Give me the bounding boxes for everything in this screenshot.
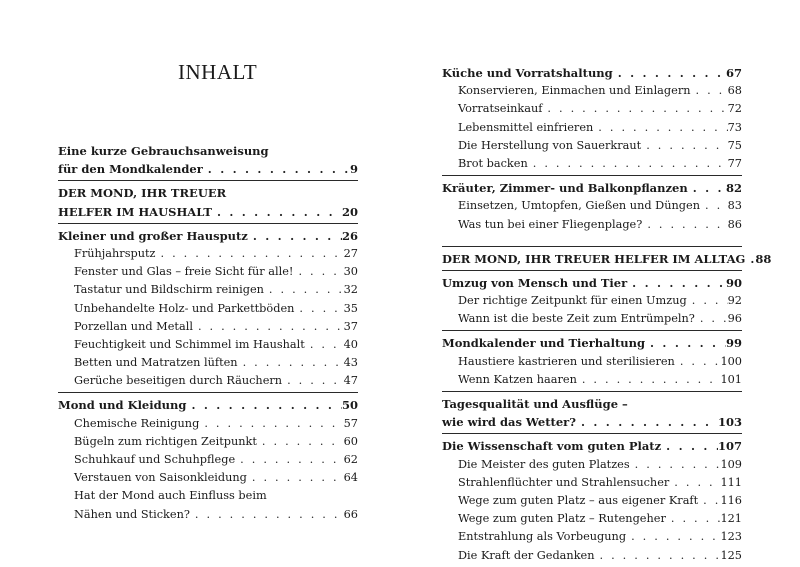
toc-subentry [58, 354, 358, 372]
toc-entry-kueche [442, 64, 742, 82]
toc-subentry [442, 119, 742, 137]
toc-entry-label: Tagesqualität und Ausflüge – [442, 397, 628, 411]
toc-entry-label: Konservieren, Einmachen und Einlagern [458, 84, 691, 98]
toc-entry-label: Die Herstellung von Sauerkraut [458, 138, 642, 152]
leader-dots [305, 336, 344, 354]
toc-entry-label: Küche und Vorratshaltung [442, 66, 613, 80]
toc-subentry [58, 487, 358, 523]
toc-page-number: 26 [341, 228, 358, 243]
toc-page-number: 50 [341, 398, 358, 413]
leader-dots [294, 300, 343, 318]
leader-dots [669, 474, 720, 492]
leader-dots [593, 119, 727, 137]
toc-page-number: 68 [727, 84, 742, 98]
toc-page-number: 88 [755, 251, 772, 266]
toc-page-number: 40 [343, 337, 358, 351]
leader-dots [212, 203, 342, 221]
toc-subentry [442, 292, 742, 310]
toc-page-number: 77 [727, 156, 742, 170]
leader-dots [247, 469, 344, 487]
right-page [400, 0, 800, 567]
leader-dots [264, 281, 344, 299]
leader-dots [203, 160, 350, 178]
toc-page-number: 62 [343, 453, 358, 466]
toc-subentry [442, 137, 742, 155]
toc-subentry [442, 474, 742, 492]
section-divider [58, 392, 358, 393]
toc-page-number: 60 [343, 434, 358, 448]
leader-dots [661, 437, 718, 455]
toc-subentry [442, 353, 742, 371]
section-divider [442, 391, 742, 392]
toc-entry-label: Der richtige Zeitpunkt für einen Umzug [458, 294, 687, 308]
toc-entry-label: Die Wissenschaft vom guten Platz [442, 439, 662, 454]
leader-dots [666, 510, 721, 528]
toc-page-number: 64 [343, 471, 358, 485]
leader-dots [238, 354, 344, 372]
section-divider [442, 270, 742, 271]
toc-subentry [442, 371, 742, 389]
toc-entry-label: Die Kraft der Gedanken [458, 548, 595, 562]
toc-entry-label: Wege zum guten Platz – Rutengeher [458, 512, 666, 526]
toc-entry-label: Gerüche beseitigen durch Räuchern [74, 374, 283, 388]
toc-entry-label: Einsetzen, Umtopfen, Gießen und Düngen [458, 199, 700, 213]
toc-page-number: 75 [727, 138, 742, 152]
leader-dots [282, 372, 344, 390]
toc-entry-label: Entstrahlung als Vorbeugung [458, 530, 627, 544]
toc-page-number: 20 [341, 204, 358, 219]
section-divider [442, 246, 742, 247]
toc-page-number: 90 [725, 275, 742, 290]
toc-section-alltag [442, 250, 772, 268]
leader-dots [698, 492, 720, 510]
toc-entry-label: Unbehandelte Holz- und Parkettböden [74, 301, 295, 315]
toc-entry-label: Nähen und Sticken? [74, 507, 190, 521]
section-divider [58, 180, 358, 181]
leader-dots [630, 456, 721, 474]
toc-entry-label: Strahlenflüchter und Strahlensucher [458, 475, 670, 489]
toc-entry-label: Mondkalender und Tierhaltung [442, 336, 646, 351]
leader-dots [745, 250, 755, 268]
toc-entry-label: Bügeln zum richtigen Zeitpunkt [74, 434, 257, 448]
leader-dots [691, 82, 728, 100]
leader-dots [190, 506, 344, 524]
toc-page-number: 99 [725, 336, 742, 351]
leader-dots [641, 137, 727, 155]
toc-entry-label: Kleiner und großer Hausputz [58, 228, 248, 243]
toc-page-number: 100 [720, 354, 742, 368]
leader-dots [528, 155, 728, 173]
toc-entry-label: Chemische Reinigung [74, 416, 200, 430]
toc-page-number: 30 [343, 265, 358, 279]
toc-entry-hausputz [58, 227, 358, 245]
toc-entry-umzug [442, 274, 742, 292]
leader-dots [257, 433, 344, 451]
toc-page-number: 47 [343, 374, 358, 388]
toc-entry-label: Feuchtigkeit und Schimmel im Haushalt [74, 337, 305, 351]
toc-entry-kraeuter [442, 179, 742, 197]
leader-dots [687, 292, 728, 310]
leader-dots [675, 353, 721, 371]
toc-entry-label: Fenster und Glas – freie Sicht für alle! [74, 265, 294, 279]
leader-dots [577, 371, 721, 389]
leader-dots [613, 64, 726, 82]
leader-dots [186, 396, 342, 414]
leader-dots [193, 318, 344, 336]
toc-subentry [442, 197, 742, 215]
toc-page-number: 82 [725, 181, 742, 196]
toc-page-number: 103 [717, 415, 742, 430]
toc-page-number: 27 [343, 246, 358, 260]
toc-page-number: 111 [720, 475, 742, 489]
toc-page-number: 125 [720, 548, 742, 562]
toc-entry-guter-platz [442, 437, 742, 455]
toc-section-haushalt [58, 184, 358, 220]
toc-subentry [58, 245, 358, 263]
leader-dots [156, 245, 344, 263]
toc-entry-label: Was tun bei einer Fliegenplage? [458, 217, 643, 231]
toc-subentry [58, 469, 358, 487]
toc-entry-kleidung [58, 396, 358, 414]
leader-dots [235, 451, 343, 469]
toc-page-number: 32 [343, 283, 358, 297]
toc-entry-label: Eine kurze Gebrauchsanweisung [58, 144, 269, 158]
toc-entry-label: Betten und Matratzen lüften [74, 356, 238, 370]
toc-page-number: 109 [720, 457, 742, 471]
toc-page-number: 9 [349, 162, 358, 177]
toc-subentry [442, 100, 742, 118]
leader-dots [293, 263, 343, 281]
toc-entry-label: Haustiere kastrieren und sterilisieren [458, 354, 675, 368]
leader-dots [627, 274, 726, 292]
section-divider [58, 223, 358, 224]
toc-subentry [58, 263, 358, 281]
toc-subentry [442, 82, 742, 100]
toc-subentry [442, 310, 742, 328]
toc-entry-label: Tastatur und Bildschirm reinigen [74, 283, 264, 297]
toc-entry-tagesqualitaet [442, 395, 742, 431]
toc-entry-label: für den Mondkalender [58, 162, 203, 177]
toc-page-number: 35 [343, 301, 358, 315]
toc-entry-label: Brot backen [458, 156, 528, 170]
toc-page-number: 116 [720, 493, 742, 507]
leader-dots [576, 413, 718, 431]
toc-subentry [58, 336, 358, 354]
toc-subentry [58, 451, 358, 469]
toc-subentry [58, 318, 358, 336]
leader-dots [695, 310, 728, 328]
toc-entry-label: Umzug von Mensch und Tier [442, 275, 628, 290]
section-divider [442, 330, 742, 331]
leader-dots [700, 197, 728, 215]
toc-entry-gebrauchsanweisung [58, 142, 358, 178]
toc-right-column [442, 64, 772, 565]
toc-subentry [58, 281, 358, 299]
toc-entry-label: HELFER IM HAUSHALT [58, 204, 212, 219]
toc-entry-label: Verstauen von Saisonkleidung [74, 471, 247, 485]
toc-entry-label: Wege zum guten Platz – aus eigener Kraft [458, 493, 699, 507]
toc-entry-label: DER MOND, IHR TREUER HELFER IM ALLTAG [442, 251, 746, 266]
toc-page-number: 73 [727, 120, 742, 134]
leader-dots [542, 100, 727, 118]
toc-entry-label: Kräuter, Zimmer- und Balkonpflanzen [442, 181, 688, 196]
toc-entry-tierhaltung [442, 334, 742, 352]
toc-page-number: 101 [720, 372, 742, 386]
toc-page-number: 37 [343, 319, 358, 333]
toc-subentry [58, 415, 358, 433]
page-title: INHALT [178, 60, 258, 84]
toc-subentry [442, 510, 742, 528]
toc-entry-label: Mond und Kleidung [58, 398, 187, 413]
toc-subentry [442, 155, 742, 173]
spacer [442, 234, 742, 244]
toc-page-number: 86 [727, 217, 742, 231]
toc-entry-label: Vorratseinkauf [458, 102, 543, 116]
toc-entry-label: DER MOND, IHR TREUER [58, 186, 227, 201]
toc-subentry [442, 216, 742, 234]
section-divider [442, 175, 742, 176]
toc-page-number: 83 [727, 199, 742, 213]
toc-page-number: 123 [720, 530, 742, 544]
toc-entry-label: Porzellan und Metall [74, 319, 193, 333]
section-divider [442, 433, 742, 434]
toc-page-number: 107 [717, 439, 742, 454]
toc-entry-label: Hat der Mond auch Einfluss beim [74, 489, 267, 503]
toc-page-number: 72 [727, 102, 742, 116]
toc-entry-label: Frühjahrsputz [74, 246, 156, 260]
toc-entry-label: Schuhkauf und Schuhpflege [74, 453, 236, 466]
toc-subentry [442, 492, 742, 510]
toc-subentry [442, 547, 742, 565]
toc-page-number: 92 [727, 294, 742, 308]
toc-left-column [58, 142, 358, 524]
toc-entry-label: Die Meister des guten Platzes [458, 457, 630, 471]
toc-entry-label: Lebensmittel einfrieren [458, 120, 594, 134]
leader-dots [595, 547, 721, 565]
toc-subentry [442, 456, 742, 474]
toc-page-number: 96 [727, 312, 742, 326]
toc-page-number: 66 [343, 507, 358, 521]
toc-subentry [442, 528, 742, 546]
toc-page-number: 67 [725, 66, 742, 80]
toc-page-number: 121 [720, 512, 742, 526]
leader-dots [642, 216, 727, 234]
toc-entry-label: wie wird das Wetter? [442, 415, 576, 430]
toc-subentry [58, 372, 358, 390]
leader-dots [645, 334, 726, 352]
toc-entry-label: Wann ist die beste Zeit zum Entrümpeln? [458, 312, 695, 326]
toc-page-number: 43 [343, 356, 358, 370]
leader-dots [248, 227, 342, 245]
leader-dots [688, 179, 726, 197]
leader-dots [199, 415, 343, 433]
toc-subentry [58, 300, 358, 318]
toc-entry-label: Wenn Katzen haaren [458, 372, 577, 386]
leader-dots [626, 528, 720, 546]
toc-page-number: 57 [343, 416, 358, 430]
toc-subentry [58, 433, 358, 451]
